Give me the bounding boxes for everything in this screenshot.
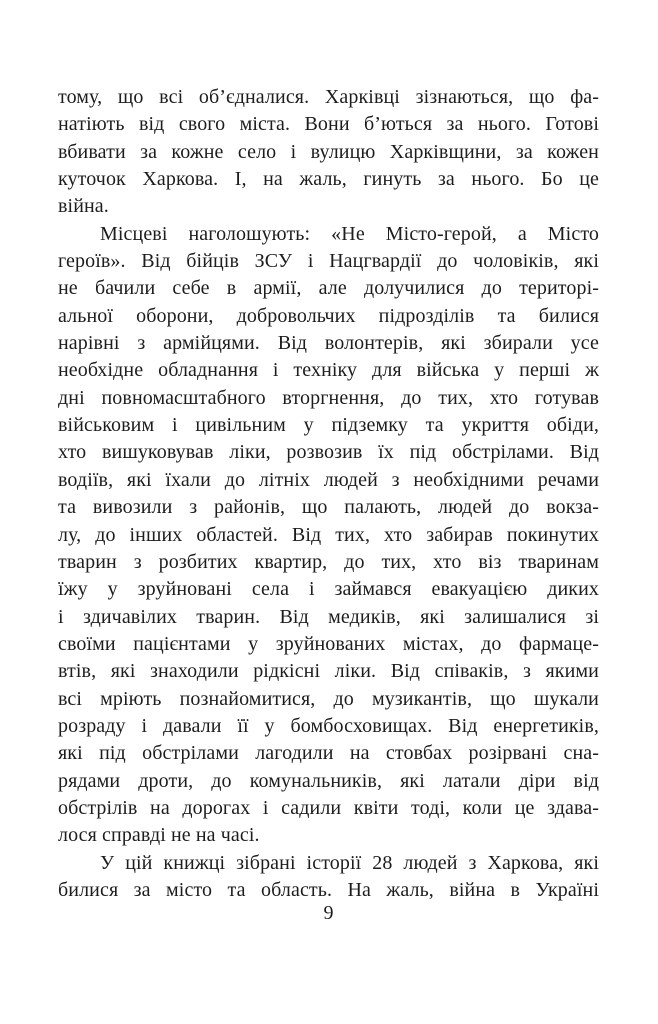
text-line: і здичавілих тварин. Від медиків, які залишалися зі bbox=[58, 605, 599, 628]
text-line: тому, що всі об’єдналися. Харківці зізнаються, що фа- bbox=[58, 86, 599, 108]
text-line: натіють від свого міста. Вони б’ються за нього. Готові bbox=[58, 113, 599, 136]
text-line: розраду і давали її у бомбосховищах. Від енергетиків, bbox=[58, 714, 599, 737]
text-line: втів, які знаходили рідкісні ліки. Від співаків, з якими bbox=[58, 660, 599, 683]
text-line: хто вишуковував ліки, розвозив їх під обстрілами. Від bbox=[58, 441, 599, 464]
text-line: їжу у зруйновані села і займався евакуацією диких bbox=[58, 578, 599, 601]
text-line: всі мріють познайомитися, до музикантів, що шукали bbox=[58, 687, 599, 710]
text-line: Місцеві наголошують: «Не Місто-герой, а Місто bbox=[100, 222, 599, 245]
text-line: своїми пацієнтами у зруйнованих містах, до фармаце- bbox=[58, 632, 599, 655]
text-line: У цій книжці зібрані історії 28 людей з Харкова, які bbox=[100, 851, 599, 874]
text-line: рядами дроти, до комунальників, які латали діри від bbox=[58, 769, 599, 792]
text-line: героїв». Від бійців ЗСУ і Нацгвардії до чоловіків, які bbox=[58, 250, 599, 273]
text-line: обстрілів на дорогах і садили квіти тоді, коли це здава- bbox=[58, 796, 599, 819]
text-line: нарівні з армійцями. Від волонтерів, які збирали усе bbox=[58, 332, 599, 355]
page-number: 9 bbox=[323, 902, 334, 924]
text-line: куточок Харкова. І, на жаль, гинуть за нього. Бо це bbox=[58, 168, 599, 191]
text-line: альної оборони, добровольчих підрозділів та билися bbox=[58, 304, 599, 327]
text-line: не бачили себе в армії, але долучилися до територі- bbox=[58, 277, 599, 300]
text-line: які під обстрілами лагодили на стовбах розірвані сна- bbox=[58, 742, 599, 765]
text-line: дні повномасштабного вторгнення, до тих, хто готував bbox=[58, 386, 599, 409]
text-line: лося справді не на часі. bbox=[58, 824, 260, 847]
text-line: водіїв, які їхали до літніх людей з необхідними речами bbox=[58, 468, 599, 491]
text-line: вбивати за кожне село і вулицю Харківщини, за кожен bbox=[58, 140, 599, 163]
text-line: тварин з розбитих квартир, до тих, хто віз тваринам bbox=[58, 550, 599, 573]
text-line: необхідне обладнання і техніку для війська у перші ж bbox=[58, 359, 599, 382]
text-line: та вивозили з районів, що палають, людей до вокза- bbox=[58, 496, 599, 519]
text-line: військовим і цивільним у підземку та укриття обіди, bbox=[58, 414, 599, 437]
text-line: билися за місто та область. На жаль, війна в Україні bbox=[58, 878, 599, 901]
page-text bbox=[58, 84, 599, 904]
text-line: війна. bbox=[58, 195, 109, 218]
text-line: лу, до інших областей. Від тих, хто забирав покинутих bbox=[58, 523, 599, 546]
